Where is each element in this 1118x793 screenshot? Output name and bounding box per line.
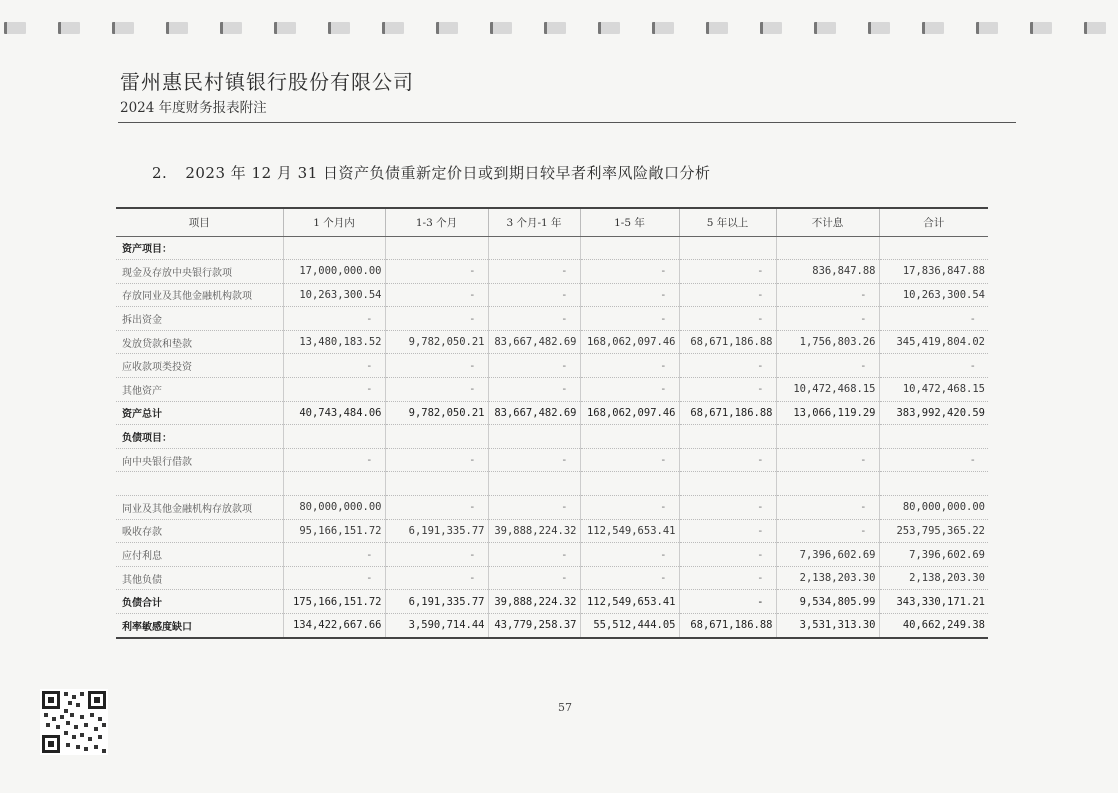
- row-label: [116, 472, 283, 496]
- table-cell: -: [776, 283, 879, 307]
- table-cell: 83,667,482.69: [488, 330, 580, 354]
- table-cell: -: [879, 307, 988, 331]
- table-cell: -: [488, 378, 580, 402]
- table-cell: [879, 236, 988, 260]
- qr-code-icon: [40, 689, 108, 755]
- table-row: [116, 472, 988, 496]
- table-header-row: [116, 208, 988, 236]
- table-cell: -: [488, 260, 580, 284]
- table-cell: -: [776, 354, 879, 378]
- table-cell: [385, 472, 488, 496]
- table-row: [116, 448, 988, 472]
- table-cell: 68,671,186.88: [679, 614, 776, 638]
- table-cell: 17,000,000.00: [283, 260, 385, 284]
- row-label: 其他负债: [116, 566, 283, 590]
- table-cell: -: [580, 496, 679, 520]
- table-cell: -: [776, 448, 879, 472]
- table-cell: -: [580, 260, 679, 284]
- column-header: 1 个月内: [283, 208, 385, 236]
- table-cell: -: [679, 543, 776, 567]
- table-cell: -: [385, 543, 488, 567]
- table-cell: [580, 425, 679, 449]
- report-subtitle: 2024 年度财务报表附注: [120, 100, 267, 116]
- table-cell: -: [283, 378, 385, 402]
- table-cell: 80,000,000.00: [283, 496, 385, 520]
- table-cell: 39,888,224.32: [488, 519, 580, 543]
- table-cell: [776, 425, 879, 449]
- section-number: 2.: [152, 164, 168, 182]
- table-cell: [776, 472, 879, 496]
- table-cell: 3,531,313.30: [776, 614, 879, 638]
- table-cell: [580, 236, 679, 260]
- table-cell: -: [283, 543, 385, 567]
- table-cell: 10,263,300.54: [879, 283, 988, 307]
- table-row: [116, 496, 988, 520]
- table-cell: -: [776, 307, 879, 331]
- table-cell: -: [488, 543, 580, 567]
- table-cell: 168,062,097.46: [580, 330, 679, 354]
- table-cell: -: [679, 496, 776, 520]
- table-cell: [679, 472, 776, 496]
- table-cell: -: [879, 354, 988, 378]
- table-cell: [879, 472, 988, 496]
- table-cell: 95,166,151.72: [283, 519, 385, 543]
- table-cell: 345,419,804.02: [879, 330, 988, 354]
- table-cell: [679, 236, 776, 260]
- table-cell: [283, 472, 385, 496]
- table-cell: -: [283, 307, 385, 331]
- table-cell: [580, 472, 679, 496]
- row-label: 拆出资金: [116, 307, 283, 331]
- table-cell: 43,779,258.37: [488, 614, 580, 638]
- table-row: [116, 330, 988, 354]
- table-cell: [385, 236, 488, 260]
- table-cell: 9,534,805.99: [776, 590, 879, 614]
- table-row: [116, 307, 988, 331]
- table-cell: [879, 425, 988, 449]
- row-label: 资产总计: [116, 401, 283, 425]
- table-cell: -: [385, 496, 488, 520]
- row-label: 现金及存放中央银行款项: [116, 260, 283, 284]
- row-label: 利率敏感度缺口: [116, 614, 283, 638]
- table-cell: [385, 425, 488, 449]
- table-cell: -: [879, 448, 988, 472]
- table-cell: 13,480,183.52: [283, 330, 385, 354]
- table-cell: -: [385, 354, 488, 378]
- table-cell: -: [679, 448, 776, 472]
- company-name: 雷州惠民村镇银行股份有限公司: [120, 70, 414, 94]
- row-label: 资产项目：: [116, 236, 283, 260]
- table-cell: -: [580, 283, 679, 307]
- table-cell: -: [776, 519, 879, 543]
- table-cell: 1,756,803.26: [776, 330, 879, 354]
- column-header: 1-5 年: [580, 208, 679, 236]
- table-cell: [283, 236, 385, 260]
- total-row: [116, 614, 988, 638]
- total-row: [116, 590, 988, 614]
- table-cell: 168,062,097.46: [580, 401, 679, 425]
- table-row: [116, 283, 988, 307]
- table-cell: -: [776, 496, 879, 520]
- table-cell: -: [385, 378, 488, 402]
- table-cell: -: [679, 354, 776, 378]
- row-label: 吸收存款: [116, 519, 283, 543]
- column-header: 项目: [116, 208, 283, 236]
- table-cell: 2,138,203.30: [776, 566, 879, 590]
- table-cell: 2,138,203.30: [879, 566, 988, 590]
- table-row: [116, 378, 988, 402]
- table-cell: -: [679, 519, 776, 543]
- table-row: [116, 566, 988, 590]
- column-header: 合计: [879, 208, 988, 236]
- table-cell: 6,191,335.77: [385, 590, 488, 614]
- table-cell: 10,472,468.15: [776, 378, 879, 402]
- column-header: 5 年以上: [679, 208, 776, 236]
- table-cell: 112,549,653.41: [580, 590, 679, 614]
- table-cell: 6,191,335.77: [385, 519, 488, 543]
- table-cell: [488, 425, 580, 449]
- table-cell: -: [385, 260, 488, 284]
- table-cell: -: [580, 543, 679, 567]
- table-cell: 343,330,171.21: [879, 590, 988, 614]
- table-cell: 9,782,050.21: [385, 330, 488, 354]
- table-cell: 40,743,484.06: [283, 401, 385, 425]
- table-cell: 134,422,667.66: [283, 614, 385, 638]
- table-cell: 175,166,151.72: [283, 590, 385, 614]
- row-label: 负债项目：: [116, 425, 283, 449]
- table-cell: -: [580, 566, 679, 590]
- table-cell: [679, 425, 776, 449]
- table-row: [116, 543, 988, 567]
- table-cell: 55,512,444.05: [580, 614, 679, 638]
- section-header-row: [116, 236, 988, 260]
- table-cell: 68,671,186.88: [679, 401, 776, 425]
- table-cell: -: [283, 448, 385, 472]
- table-cell: -: [679, 283, 776, 307]
- table-cell: -: [488, 283, 580, 307]
- table-cell: 112,549,653.41: [580, 519, 679, 543]
- table-cell: 80,000,000.00: [879, 496, 988, 520]
- row-label: 应收款项类投资: [116, 354, 283, 378]
- table-cell: -: [488, 448, 580, 472]
- table-cell: 383,992,420.59: [879, 401, 988, 425]
- row-label: 发放贷款和垫款: [116, 330, 283, 354]
- table-cell: 10,263,300.54: [283, 283, 385, 307]
- table-cell: -: [679, 590, 776, 614]
- row-label: 应付利息: [116, 543, 283, 567]
- section-title: [152, 162, 711, 183]
- header-divider: [118, 122, 1016, 123]
- table-cell: [488, 236, 580, 260]
- table-cell: 40,662,249.38: [879, 614, 988, 638]
- binding-holes: [0, 22, 1118, 36]
- table-cell: 39,888,224.32: [488, 590, 580, 614]
- row-label: 同业及其他金融机构存放款项: [116, 496, 283, 520]
- table-cell: -: [385, 307, 488, 331]
- table-cell: -: [580, 378, 679, 402]
- table-row: [116, 519, 988, 543]
- table-cell: -: [580, 307, 679, 331]
- table-cell: 9,782,050.21: [385, 401, 488, 425]
- column-header: 3 个月-1 年: [488, 208, 580, 236]
- row-label: 其他资产: [116, 378, 283, 402]
- row-label: 负债合计: [116, 590, 283, 614]
- table-cell: -: [488, 354, 580, 378]
- page-number: 57: [558, 701, 572, 714]
- table-cell: 7,396,602.69: [879, 543, 988, 567]
- table-cell: -: [283, 566, 385, 590]
- table-cell: -: [385, 448, 488, 472]
- column-header: 1-3 个月: [385, 208, 488, 236]
- table-row: [116, 354, 988, 378]
- table-cell: -: [679, 566, 776, 590]
- table-cell: 7,396,602.69: [776, 543, 879, 567]
- table-cell: 10,472,468.15: [879, 378, 988, 402]
- column-header: 不计息: [776, 208, 879, 236]
- table-cell: -: [580, 354, 679, 378]
- section-header-row: [116, 425, 988, 449]
- row-label: 向中央银行借款: [116, 448, 283, 472]
- table-cell: -: [679, 260, 776, 284]
- table-cell: [283, 425, 385, 449]
- table-cell: [488, 472, 580, 496]
- table-cell: -: [488, 566, 580, 590]
- table-cell: 68,671,186.88: [679, 330, 776, 354]
- section-title-text: 2023 年 12 月 31 日资产负债重新定价日或到期日较早者利率风险敞口分析: [185, 164, 711, 182]
- table-cell: 83,667,482.69: [488, 401, 580, 425]
- table-cell: 253,795,365.22: [879, 519, 988, 543]
- table-cell: 13,066,119.29: [776, 401, 879, 425]
- table-body: [116, 236, 988, 638]
- table-cell: -: [679, 307, 776, 331]
- row-label: 存放同业及其他金融机构款项: [116, 283, 283, 307]
- table-cell: 836,847.88: [776, 260, 879, 284]
- table-cell: -: [488, 307, 580, 331]
- table-cell: -: [679, 378, 776, 402]
- table-cell: 17,836,847.88: [879, 260, 988, 284]
- total-row: [116, 401, 988, 425]
- table-cell: -: [488, 496, 580, 520]
- interest-rate-risk-table: [116, 207, 988, 639]
- table-cell: -: [580, 448, 679, 472]
- table-cell: -: [385, 283, 488, 307]
- table-cell: [776, 236, 879, 260]
- table-row: [116, 260, 988, 284]
- table-cell: -: [283, 354, 385, 378]
- table-cell: 3,590,714.44: [385, 614, 488, 638]
- table-cell: -: [385, 566, 488, 590]
